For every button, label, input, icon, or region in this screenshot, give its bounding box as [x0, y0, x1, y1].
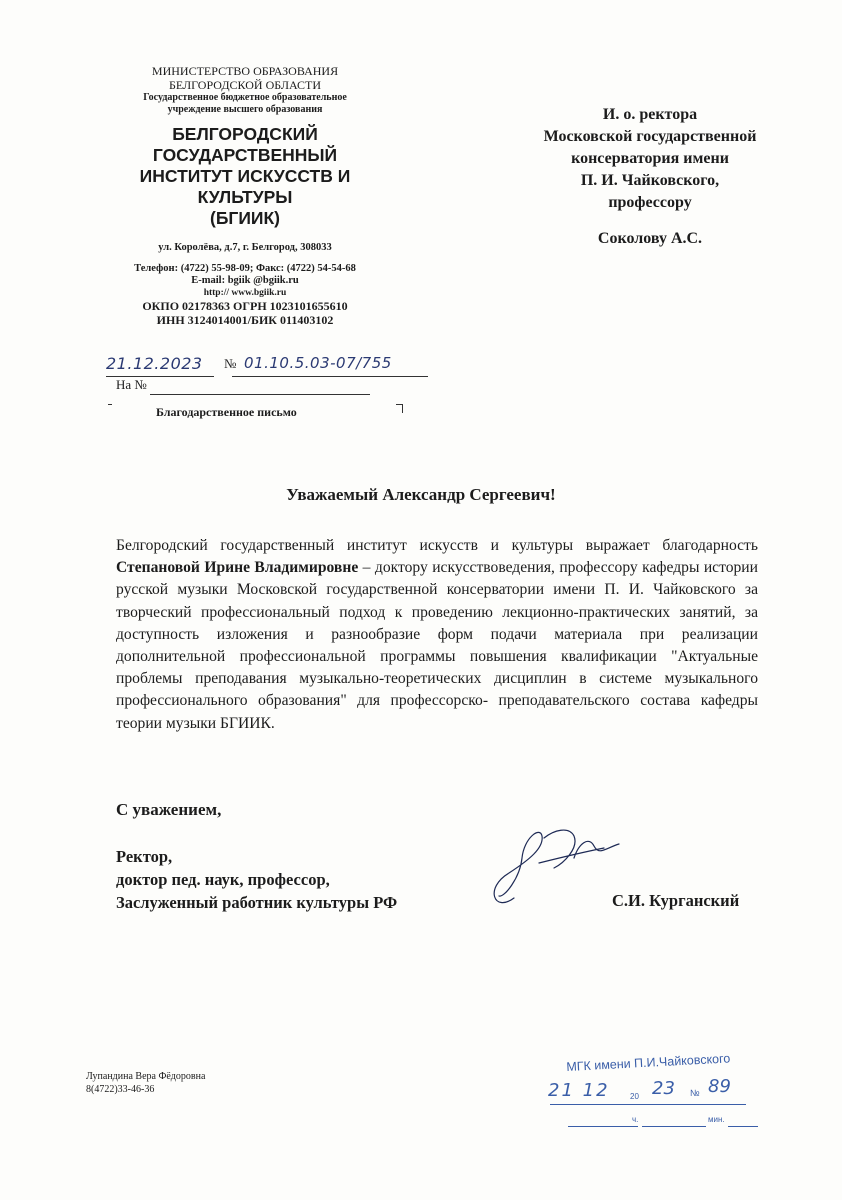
letter-subject: Благодарственное письмо [156, 405, 297, 419]
stamp-minutes-line [642, 1126, 706, 1127]
stamp-hours-line [568, 1126, 638, 1127]
executor-name: Лупандина Вера Фёдоровна [86, 1071, 206, 1082]
right-corner-mark [396, 404, 403, 413]
institution-email: E-mail: bgiik @bgiik.ru [191, 275, 299, 286]
signer-position-line-2: доктор пед. наук, профессор, [116, 870, 330, 889]
stamp-hours-label: ч. [632, 1115, 639, 1124]
addressee-name: Соколову А.С. [597, 230, 703, 247]
institution-name-line-3: ИНСТИТУТ ИСКУССТВ И [139, 166, 351, 186]
executor [86, 1070, 205, 1096]
registration-number: 01.10.5.03-07/755 [244, 354, 392, 372]
registration-number-sign: № [224, 356, 237, 371]
institution-name-line-5: (БГИИК) [210, 208, 280, 228]
addressee-line-5: профессору [608, 194, 692, 211]
stamp-date-line [550, 1104, 746, 1105]
stamp-day-month: 21 12 [548, 1080, 610, 1101]
ministry-line-1: МИНИСТЕРСТВО ОБРАЗОВАНИЯ [151, 64, 339, 78]
signer-position [116, 845, 397, 914]
reference-underline [150, 394, 370, 395]
body-text-part-2: – доктору искусствоведения, профессору кафедры истории русской музыки Московской государственной консерватории имени П. И. Чайковского за творческий профессиональный подход к проведению лекционно-практических занятий, за доступность изложения и разнообразие форм подачи материала при реализации дополнительной профессиональной программы повышения квалификации "Актуальные проблемы преподавания музыкально-теоретических дисциплин в системе музыкального профессионального образования" для профессорско- преподавательского состава кафедры теории музыки БГИИК. [116, 559, 758, 732]
registration-line [106, 354, 432, 378]
letter-body [116, 535, 758, 735]
institution-address: ул. Королёва, д.7, г. Белгород, 308033 [158, 242, 332, 253]
stamp-tail-line [728, 1126, 758, 1127]
body-text-part-1: Белгородский государственный институт искусств и культуры выражает благодарность [116, 537, 758, 554]
stamp-number-sign: № [690, 1088, 700, 1098]
left-corner-mark [108, 404, 112, 405]
stamp-title: МГК имени П.И.Чайковского [566, 1051, 731, 1074]
institution-name [100, 124, 390, 229]
number-underline [232, 376, 428, 377]
stamp-year-prefix: 20 [630, 1092, 639, 1101]
institution-phone: Телефон: (4722) 55-98-09; Факс: (4722) 54-54-68 [134, 263, 356, 274]
letterhead [100, 64, 390, 327]
addressee [500, 104, 800, 250]
stamp-minutes-label: мин. [708, 1115, 725, 1124]
institution-name-line-2: ГОСУДАРСТВЕННЫЙ [152, 145, 338, 165]
signer-position-line-3: Заслуженный работник культуры РФ [116, 893, 398, 912]
institution-inn: ИНН 3124014001/БИК 011403102 [156, 313, 334, 327]
executor-phone: 8(4722)33-46-36 [86, 1084, 155, 1095]
institution-type-line-1: Государственное бюджетное образовательное [143, 92, 347, 103]
institution-name-line-1: БЕЛГОРОДСКИЙ [172, 124, 318, 144]
addressee-line-3: консерватория имени [571, 150, 729, 167]
signer-name: С.И. Курганский [612, 891, 740, 910]
institution-type-line-2: учреждение высшего образования [167, 104, 323, 115]
reference-label: На № [116, 377, 147, 392]
registration-date: 21.12.2023 [106, 354, 203, 373]
ministry-line-2: БЕЛГОРОДСКОЙ ОБЛАСТИ [168, 78, 322, 92]
signer-position-line-1: Ректор, [116, 847, 173, 866]
incoming-registration-stamp [548, 1051, 768, 1140]
institution-okpo: ОКПО 02178363 ОГРН 1023101655610 [142, 299, 348, 313]
addressee-line-4: П. И. Чайковского, [580, 172, 720, 189]
addressee-line-2: Московской государственной [543, 128, 757, 145]
salutation: Уважаемый Александр Сергеевич! [286, 485, 556, 504]
closing-regards: С уважением, [116, 800, 222, 819]
institution-website: http:// www.bgiik.ru [203, 288, 287, 298]
institution-name-line-4: КУЛЬТУРЫ [197, 187, 293, 207]
stamp-year: 23 [652, 1078, 675, 1099]
addressee-line-1: И. о. ректора [602, 106, 698, 123]
stamp-number: 89 [708, 1076, 731, 1097]
body-highlighted-name: Степановой Ирине Владимировне [116, 559, 359, 577]
